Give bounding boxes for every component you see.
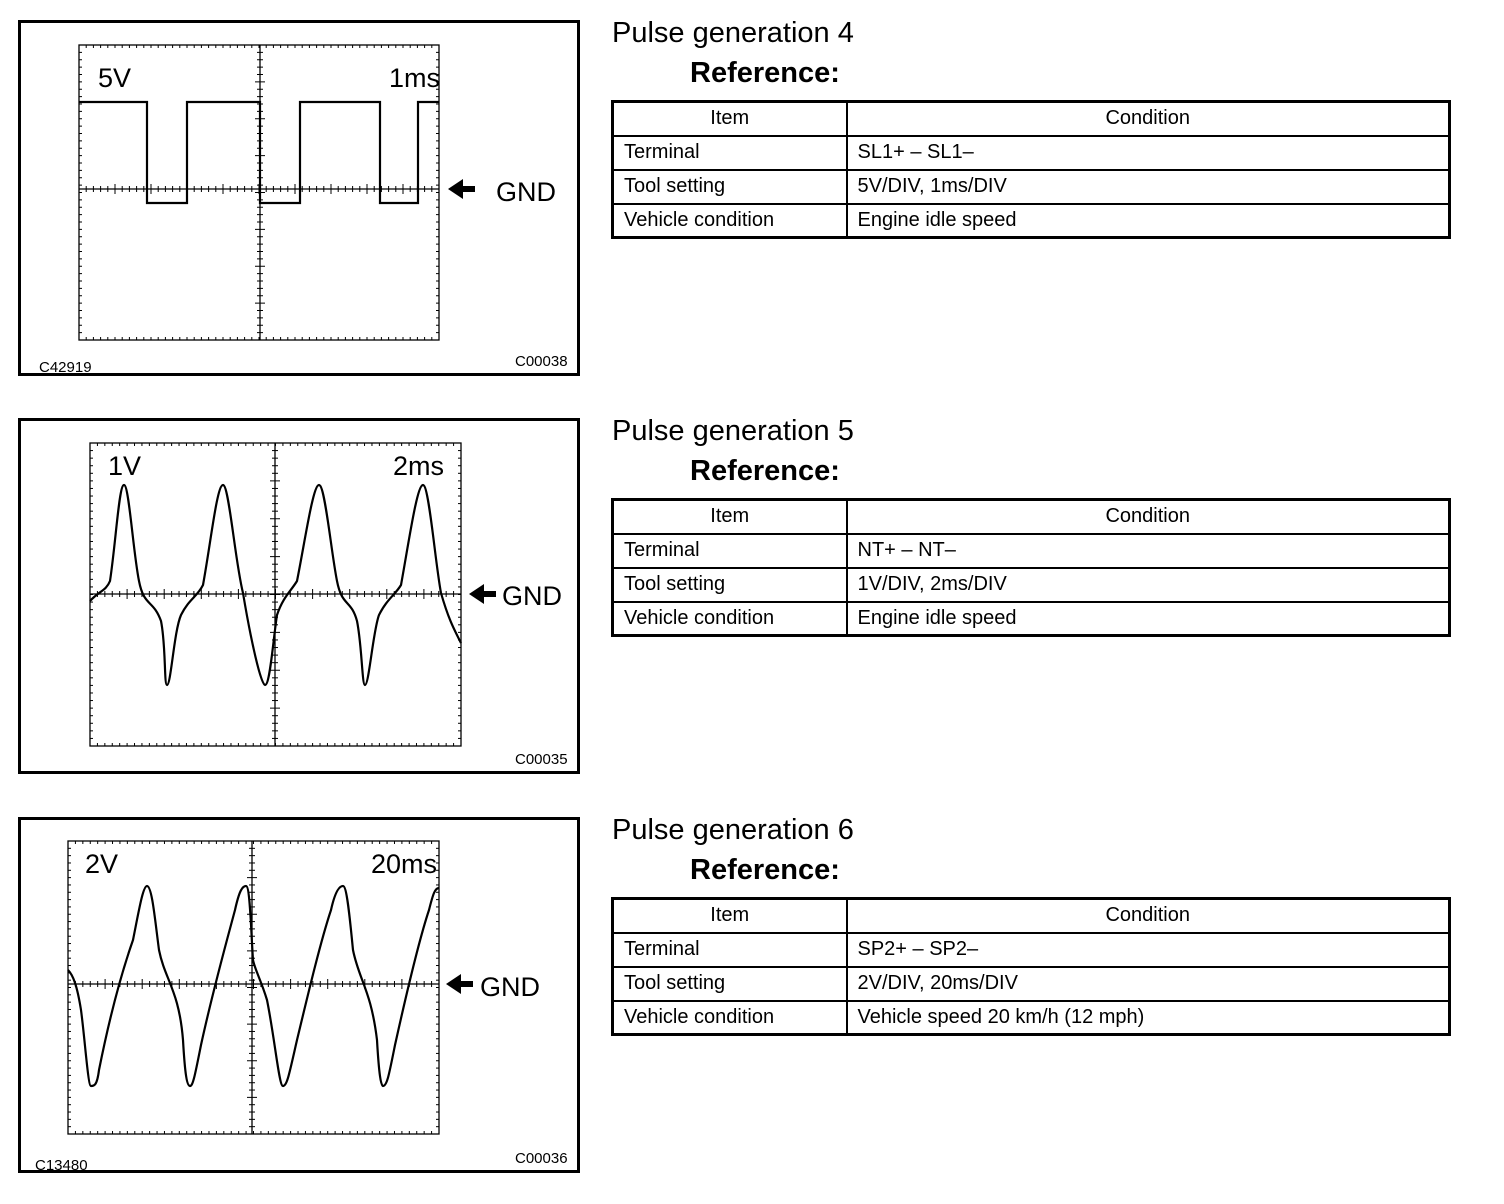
row-condition: Engine idle speed (847, 602, 1450, 636)
figure-code-right: C00036 (515, 1150, 568, 1167)
section-title: Pulse generation 5 (612, 415, 854, 447)
pulse-section-6 (0, 797, 1504, 1195)
figure-code-right: C00035 (515, 751, 568, 768)
row-condition: 2V/DIV, 20ms/DIV (847, 967, 1450, 1001)
condition-table (611, 498, 1451, 637)
condition-table (611, 100, 1451, 239)
table-header-row (613, 899, 1450, 933)
table-row (613, 1001, 1450, 1035)
row-item: Terminal (613, 933, 847, 967)
header-item: Item (613, 500, 847, 534)
table-row (613, 136, 1450, 170)
table-row (613, 967, 1450, 1001)
time-per-div-label: 1ms (389, 63, 441, 93)
table-header-row (613, 102, 1450, 136)
oscilloscope-figure (18, 20, 580, 376)
figure-code-left: C42919 (39, 359, 92, 376)
table-row (613, 568, 1450, 602)
row-condition: SP2+ – SP2– (847, 933, 1450, 967)
reference-heading: Reference: (690, 455, 840, 487)
gnd-arrow-icon (446, 974, 473, 994)
gnd-arrow-icon (448, 179, 475, 199)
grid-ticks (68, 841, 439, 1134)
reference-heading: Reference: (690, 57, 840, 89)
header-item: Item (613, 899, 847, 933)
row-item: Tool setting (613, 967, 847, 1001)
waveform-trace (79, 102, 439, 203)
pulse-section-5 (0, 398, 1504, 796)
time-per-div-label: 2ms (393, 451, 445, 481)
row-condition: SL1+ – SL1– (847, 136, 1450, 170)
waveform-plot (21, 421, 577, 771)
row-condition: Vehicle speed 20 km/h (12 mph) (847, 1001, 1450, 1035)
section-title: Pulse generation 4 (612, 17, 854, 49)
oscilloscope-figure (18, 418, 580, 774)
header-condition: Condition (847, 899, 1450, 933)
gnd-label: GND (496, 177, 556, 207)
row-condition: 1V/DIV, 2ms/DIV (847, 568, 1450, 602)
row-item: Terminal (613, 136, 847, 170)
volt-per-div-label: 1V (108, 451, 142, 481)
volt-per-div-label: 2V (85, 849, 119, 879)
header-item: Item (613, 102, 847, 136)
table-row (613, 170, 1450, 204)
gnd-arrow-icon (469, 584, 496, 604)
oscilloscope-figure (18, 817, 580, 1173)
gnd-label: GND (502, 581, 562, 611)
row-item: Vehicle condition (613, 204, 847, 238)
table-row (613, 534, 1450, 568)
row-condition: Engine idle speed (847, 204, 1450, 238)
header-condition: Condition (847, 500, 1450, 534)
row-item: Vehicle condition (613, 602, 847, 636)
row-item: Tool setting (613, 170, 847, 204)
row-item: Vehicle condition (613, 1001, 847, 1035)
row-condition: 5V/DIV, 1ms/DIV (847, 170, 1450, 204)
figure-code-left: C13480 (35, 1157, 88, 1174)
table-row (613, 933, 1450, 967)
pulse-section-4 (0, 0, 1504, 398)
header-condition: Condition (847, 102, 1450, 136)
reference-heading: Reference: (690, 854, 840, 886)
gnd-label: GND (480, 972, 540, 1002)
volt-per-div-label: 5V (98, 63, 132, 93)
row-item: Terminal (613, 534, 847, 568)
table-row (613, 204, 1450, 238)
row-condition: NT+ – NT– (847, 534, 1450, 568)
condition-table (611, 897, 1451, 1036)
time-per-div-label: 20ms (371, 849, 438, 879)
table-row (613, 602, 1450, 636)
section-title: Pulse generation 6 (612, 814, 854, 846)
table-header-row (613, 500, 1450, 534)
row-item: Tool setting (613, 568, 847, 602)
figure-code-right: C00038 (515, 353, 568, 370)
